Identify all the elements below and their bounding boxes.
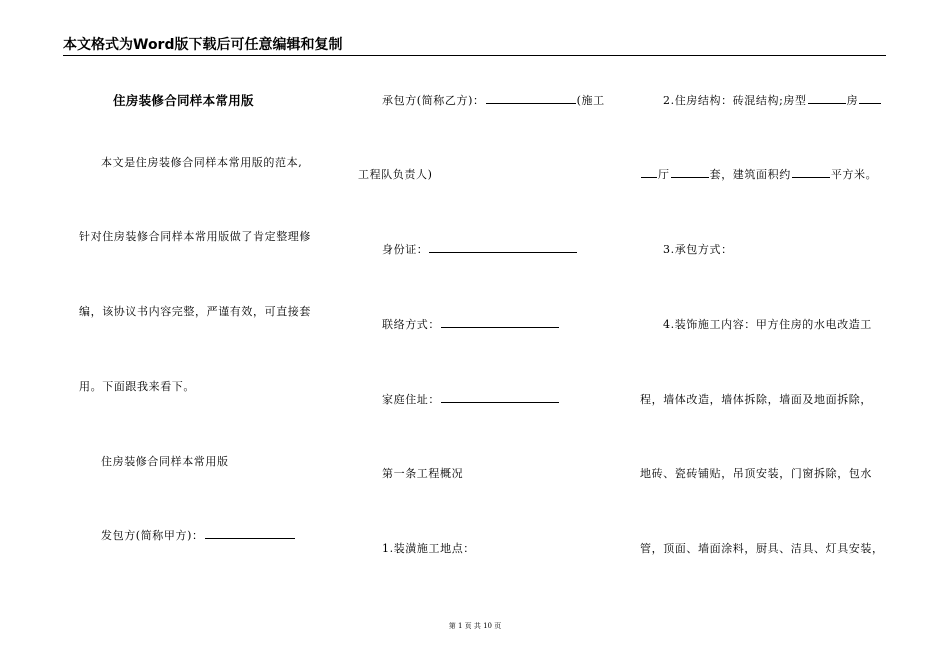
party-b-cont: 工程队负责人) (358, 168, 433, 181)
item-2-line (663, 94, 882, 108)
item-2-blank-2 (859, 102, 881, 104)
header-rule (63, 55, 886, 56)
address-label: 家庭住址： (382, 393, 440, 406)
clause-1-heading: 第一条工程概况 (382, 467, 464, 480)
item-2-cont (640, 168, 877, 182)
item-2-room: 房 (846, 94, 859, 107)
contact-label: 联络方式： (382, 318, 440, 331)
section-heading: 住房装修合同样本常用版 (101, 455, 229, 468)
item-2-blank-1 (808, 102, 846, 104)
address-blank (441, 401, 559, 403)
party-b-line (382, 94, 605, 108)
id-label: 身份证： (382, 243, 429, 256)
contact-blank (441, 326, 559, 328)
item-1-location: 1.装潢施工地点： (382, 542, 475, 555)
item-4-line-4: 管，顶面、墙面涂料，厨具、洁具、灯具安装， (640, 542, 884, 555)
intro-line-4: 用。下面跟我来看下。 (79, 380, 195, 393)
party-b-suffix: (施工 (576, 94, 605, 107)
item-2-unit: 平方米。 (830, 168, 878, 181)
party-b-blank (486, 102, 576, 104)
party-a-blank (205, 537, 295, 539)
document-header: 本文格式为Word版下载后可任意编辑和复制 (63, 37, 343, 53)
party-b-label: 承包方(简称乙方)： (382, 94, 485, 107)
contact-line (382, 318, 560, 332)
document-title: 住房装修合同样本常用版 (113, 93, 254, 108)
item-4-line-2: 程，墙体改造，墙体拆除，墙面及地面拆除， (640, 393, 872, 406)
address-line (382, 393, 560, 407)
item-2-label: 2.住房结构：砖混结构;房型 (663, 94, 807, 107)
page-number: 第 1 页 共 10 页 (448, 622, 502, 630)
intro-line-1: 本文是住房装修合同样本常用版的范本, (101, 156, 303, 169)
id-blank (429, 251, 577, 253)
item-3-contract: 3.承包方式： (663, 243, 733, 256)
intro-line-2: 针对住房装修合同样本常用版做了肯定整理修 (79, 230, 311, 243)
item-2-set: 套，建筑面积约 (709, 168, 791, 181)
intro-line-3: 编，该协议书内容完整，严谨有效，可直接套 (79, 305, 311, 318)
item-2-blank-3 (641, 176, 657, 178)
party-a-label: 发包方(简称甲方)： (101, 529, 204, 542)
party-a-line (101, 529, 296, 543)
item-4-line-1: 4.装饰施工内容：甲方住房的水电改造工 (663, 318, 872, 331)
item-4-line-3: 地砖、瓷砖铺贴，吊顶安装，门窗拆除，包水 (640, 467, 872, 480)
item-2-hall: 厅 (658, 168, 670, 181)
item-2-blank-5 (792, 176, 830, 178)
item-2-blank-4 (671, 176, 709, 178)
id-line (382, 243, 578, 257)
